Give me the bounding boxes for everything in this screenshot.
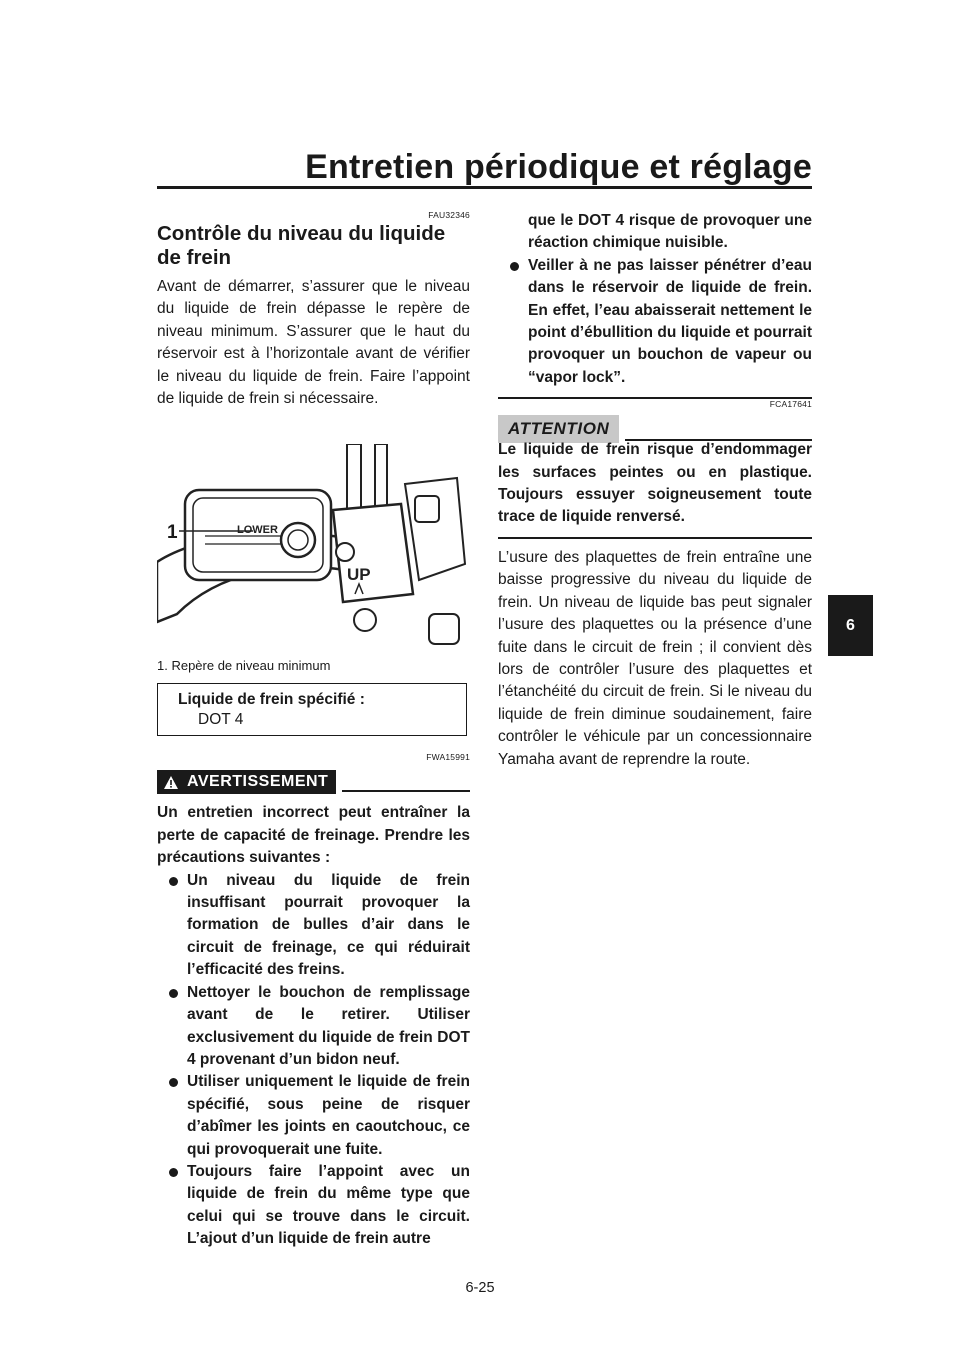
- warning-header: [157, 770, 470, 794]
- figure-callout-number: 1: [167, 522, 178, 544]
- list-item: Nettoyer le bouchon de remplissage avant de le retirer. Utiliser exclusivement du liquide de frein DOT 4 provenant d’un bidon neuf.: [157, 982, 470, 1072]
- right-column: [498, 210, 812, 771]
- figure-caption: 1. Repère de niveau minimum: [157, 658, 331, 674]
- page-header-title: Entretien périodique et réglage: [305, 148, 812, 186]
- warning-bullets: [157, 870, 470, 1251]
- bullet-dot-icon: [169, 989, 178, 998]
- spec-box: [157, 683, 467, 736]
- brake-reservoir-illustration: [157, 444, 470, 647]
- warning-intro: Un entretien incorrect peut entraîner la perte de capacité de freinage. Prendre les précautions suivantes :: [157, 804, 470, 867]
- up-arrow-label: UP: [347, 565, 371, 585]
- bullet-dot-icon: [169, 877, 178, 886]
- warning-triangle-icon: [163, 775, 179, 790]
- bullet-dot-icon: [169, 1078, 178, 1087]
- left-column: [157, 210, 470, 1251]
- attention-text: Le liquide de frein risque d’endommager les surfaces peintes ou en plastique. Toujours essuyer soigneusement toute trace de liquide renversé.: [498, 441, 812, 526]
- pad-wear-paragraph: L’usure des plaquettes de frein entraîne une baisse progressive du niveau du liquide de frein. Un niveau de liquide bas peut signaler l’usure des plaquettes ou la présence d’une fuite dans le circuit de frein ; il convient dès lors de contrôler l’usure des plaquettes et l’étanchéité du circuit de frein. Si le niveau du liquide de frein diminue soudainement, faire contrôler le véhicule par un concessionnaire Yamaha avant de reprendre la route.: [498, 548, 812, 768]
- section-heading: Contrôle du niveau du liquide de frein: [157, 222, 446, 269]
- warning-code: FWA15991: [426, 752, 470, 763]
- list-item: Un niveau du liquide de frein insuffisant pourrait provoquer la formation de bulles d’air dans le circuit de freinage, ce qui réduirait l’efficacité des freins.: [157, 870, 470, 982]
- attention-end-rule: [498, 537, 812, 539]
- warning-rule: [342, 790, 470, 792]
- bullet-dot-icon: [510, 262, 519, 271]
- header-rule: [157, 186, 812, 189]
- list-item: Utiliser uniquement le liquide de frein spécifié, sous peine de risquer d’abîmer les joints en caoutchouc, ce qui provoquerait une fuite.: [157, 1071, 470, 1161]
- attention-badge: ATTENTION: [498, 415, 619, 443]
- spec-label: Liquide de frein spécifié :: [178, 691, 365, 709]
- spec-value: DOT 4: [198, 711, 244, 729]
- attention-code: FCA17641: [769, 399, 812, 410]
- warning-label: AVERTISSEMENT: [187, 773, 329, 791]
- list-item: Toujours faire l’appoint avec un liquide de frein du même type que celui qui se trouve dans le circuit. L’ajout d’un liquide de frein autre: [157, 1161, 470, 1251]
- bullet-dot-icon: [169, 1168, 178, 1177]
- section-code: FAU32346: [428, 210, 470, 220]
- lower-mark-label: LOWER: [237, 524, 278, 537]
- intro-paragraph: Avant de démarrer, s’assurer que le niveau du liquide de frein dépasse le repère de niveau minimum. S’assurer que le haut du réservoir est à l’horizontale avant de vérifier le niveau du liquide de frein. Faire l’appoint de liquide de frein si nécessaire.: [157, 278, 470, 408]
- warning-continuation: que le DOT 4 risque de provoquer une réaction chimique nuisible.: [528, 212, 812, 252]
- list-item: Veiller à ne pas laisser pénétrer d’eau dans le réservoir de liquide de frein. En effet, l’eau abaisserait nettement le point d’ébullition du liquide et pourrait provoquer un bouchon de vapeur ou “vapor lock”.: [498, 255, 812, 389]
- brake-reservoir-figure: [157, 444, 470, 647]
- page-number: 6-25: [465, 1280, 495, 1296]
- chapter-tab[interactable]: 6: [828, 595, 873, 656]
- warning-bullets-cont: [498, 255, 812, 389]
- warning-badge: [157, 770, 336, 794]
